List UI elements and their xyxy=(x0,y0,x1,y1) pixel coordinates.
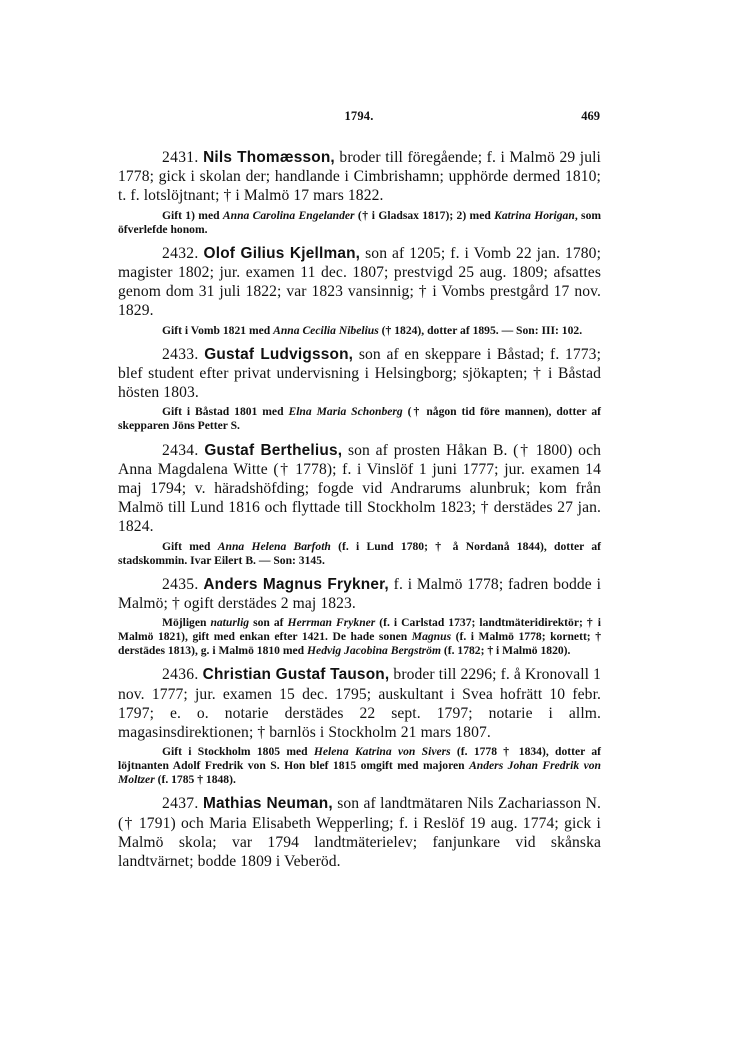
entry-text: son af landtmätaren Nils Zachariasson N. († 1791) och Maria Elisabeth Wepperling; f. i Reslöf 19 aug. 1774; gick i Malmö skola; var 1794 landtmäterielev; fanjunkare vid skånska landtvärnet; bodde 1809 i Veberöd. xyxy=(118,795,601,871)
note-italic-name: Helena Katrina von Sivers xyxy=(313,745,451,759)
entry-main xyxy=(118,148,601,206)
entry-number: 2437. xyxy=(162,795,199,813)
person-name: Olof Gilius Kjellman, xyxy=(203,244,361,262)
entry-main xyxy=(118,575,601,613)
note-text: (f. i Malmö 1778; kornett; † derstädes 1813), g. i Malmö 1810 med xyxy=(118,630,601,658)
note-text: Gift i Stockholm 1805 med xyxy=(162,745,314,759)
note-text: (f. i Lund 1780; † å Nordanå 1844), dotter af stadskommin. Ivar Eilert B. — Son: 3145. xyxy=(118,539,601,567)
entry-2432 xyxy=(118,244,601,338)
person-name: Anders Magnus Frykner, xyxy=(203,575,389,593)
person-name: Christian Gustaf Tauson, xyxy=(202,666,390,684)
note-italic-name: Elna Maria Schonberg xyxy=(288,405,403,419)
entry-main xyxy=(118,794,601,871)
note-text: Gift i Båstad 1801 med xyxy=(162,405,289,419)
entry-main xyxy=(118,665,601,742)
note-text: (f. 1785 † 1848). xyxy=(154,773,236,787)
entry-note xyxy=(118,324,601,338)
entry-2431 xyxy=(118,148,601,237)
entry-number: 2434. xyxy=(162,441,199,459)
note-text: Möjligen xyxy=(162,616,211,630)
note-italic-name: Anders Johan Fredrik von Moltzer xyxy=(118,759,601,787)
person-name: Nils Thomæsson, xyxy=(203,149,335,166)
note-italic-name: Anna Cecilia Nibelius xyxy=(273,323,379,337)
person-name: Gustaf Ludvigsson, xyxy=(204,345,354,363)
note-text: († någon tid före mannen), dotter af skepparen Jöns Petter S. xyxy=(118,405,601,433)
entry-text: broder till 2296; f. å Kronovall 1 nov. 1777; jur. examen 15 dec. 1795; auskultant i Svea hofrätt 10 febr. 1797; e. o. notarie derstädes 22 sept. 1797; notarie i allm. magasinsdirektionen; † barnlös i Stockholm 21 mars 1807. xyxy=(118,666,602,741)
entry-text: son af 1205; f. i Vomb 22 jan. 1780; magister 1802; jur. examen 11 dec. 1807; prestvigd 25 aug. 1809; afsattes genom dom 31 juli 1822; var 1823 vansinnig; † i Vombs prestgård 17 nov. 1829. xyxy=(118,244,602,320)
entry-text: broder till föregående; f. i Malmö 29 juli 1778; gick i skolan der; handlande i Cimbrishamn; upphörde dermed 1810; t. f. lotslöjtnant; † i Malmö 17 mars 1822. xyxy=(118,149,601,205)
note-text: († i Gladsax 1817); 2) med xyxy=(354,208,495,222)
entry-note xyxy=(118,405,601,433)
entry-number: 2432. xyxy=(162,244,199,262)
note-text: son af xyxy=(249,616,288,630)
note-italic-name: Anna Carolina Engelander xyxy=(222,208,355,222)
entry-main xyxy=(118,441,601,537)
entry-note xyxy=(118,745,601,787)
entry-text: son af en skeppare i Båstad; f. 1773; blef student efter privat undervisning i Helsingborg; sjökapten; † i Båstad hösten 1803. xyxy=(118,345,602,402)
note-text: (f. 1778 † 1834), dotter af löjtnanten Adolf Fredrik von S. Hon blef 1815 omgift med majoren xyxy=(118,745,602,773)
person-name: Gustaf Berthelius, xyxy=(204,441,343,459)
entry-2437 xyxy=(118,794,601,871)
note-italic-name: Herrman Frykner xyxy=(287,616,376,630)
entry-note xyxy=(118,540,601,568)
entry-number: 2436. xyxy=(162,666,199,684)
page-body xyxy=(118,148,601,871)
entry-text: son af prosten Håkan B. († 1800) och Anna Magdalena Witte († 1778); f. i Vinslöf 1 juni 1777; jur. examen 14 maj 1794; v. häradshöfding; fogde vid Andrarums alunbruk; kom från Malmö till Lund 1816 och flyttade till Stockholm 1823; † derstädes 27 jan. 1824. xyxy=(118,441,601,536)
header-year: 1794. xyxy=(344,109,374,123)
note-italic-name: Anna Helena Barfoth xyxy=(217,539,331,553)
entry-note xyxy=(118,209,601,237)
entry-main xyxy=(118,244,601,321)
page-number: 469 xyxy=(581,109,600,123)
entry-2436 xyxy=(118,665,601,787)
note-text: Gift i Vomb 1821 med xyxy=(162,323,274,337)
entry-main xyxy=(118,345,601,403)
note-text: , som öfverlefde honom. xyxy=(118,208,602,236)
entry-2435 xyxy=(118,575,601,659)
note-text: Gift med xyxy=(162,539,218,553)
note-text: (f. i Carlstad 1737; landtmäteridirektör; † i Malmö 1821), gift med enkan efter 1421. De hade sonen xyxy=(118,616,601,644)
note-text: († 1824), dotter af 1895. — Son: III: 102. xyxy=(378,323,583,337)
entry-number: 2435. xyxy=(162,575,199,593)
entry-text: f. i Malmö 1778; fadren bodde i Malmö; † ogift derstädes 2 maj 1823. xyxy=(118,575,601,612)
entry-note xyxy=(118,616,601,658)
note-italic-name: Hedvig Jacobina Bergström xyxy=(307,644,441,658)
entry-number: 2433. xyxy=(162,345,199,363)
entry-number: 2431. xyxy=(162,149,199,166)
note-text: Gift 1) med xyxy=(162,208,223,222)
note-italic-name: Katrina Horigan xyxy=(494,208,575,222)
note-italic-name: Magnus xyxy=(411,630,452,644)
note-text: (f. 1782; † i Malmö 1820). xyxy=(441,644,571,658)
entry-2433 xyxy=(118,345,601,434)
running-header xyxy=(118,109,600,125)
note-italic-name: naturlig xyxy=(210,616,250,630)
entry-2434 xyxy=(118,441,601,568)
person-name: Mathias Neuman, xyxy=(202,795,333,813)
